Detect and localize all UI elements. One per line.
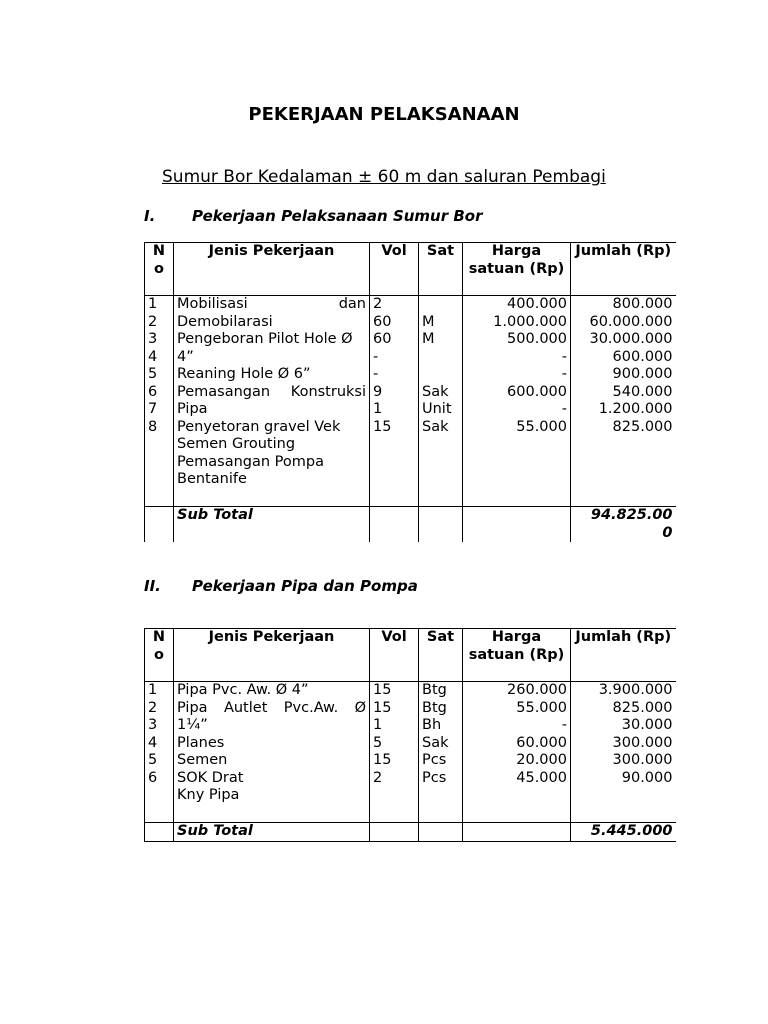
cell-line: Penyetoran gravel Vek xyxy=(177,418,341,435)
cell-line: 900.000 xyxy=(612,366,673,382)
cell-line: 500.000 xyxy=(507,331,567,347)
col-jenis xyxy=(174,682,370,823)
cell-line: Sak xyxy=(422,418,449,435)
cell-line: Planes xyxy=(177,734,225,751)
header-no: N o xyxy=(145,629,174,682)
cell-line: - xyxy=(561,717,567,733)
cell-line: 825.000 xyxy=(612,418,673,435)
col-vol xyxy=(370,296,419,507)
cell-word: Pipa xyxy=(177,699,208,716)
cell-line: 300.000 xyxy=(612,734,673,751)
cell-line: 4” xyxy=(177,348,194,365)
cell-line: 6 xyxy=(148,769,158,786)
col-harga xyxy=(463,682,571,823)
cell-line: Pemasangan Pompa xyxy=(177,453,324,470)
cell-line: 90.000 xyxy=(621,769,673,786)
cell-line: 60.000.000 xyxy=(589,313,673,330)
header-jumlah: Jumlah (Rp) xyxy=(571,243,676,296)
cell-line: 2 xyxy=(373,769,383,786)
cell-line: 1.000.000 xyxy=(493,313,567,330)
cell-line: Pcs xyxy=(422,752,447,768)
cell-line: 1 xyxy=(373,717,383,733)
table-header-row xyxy=(145,629,676,682)
cell-line: 1.200.000 xyxy=(598,401,673,417)
table-pipa-pompa xyxy=(144,628,676,842)
cell-line: Semen Grouting xyxy=(177,436,296,452)
cell-line: Demobilarasi xyxy=(177,313,273,330)
cell-line: Unit xyxy=(422,401,452,417)
cell-line: 15 xyxy=(373,752,392,768)
cell-line xyxy=(422,366,459,384)
cell-word: Pemasangan xyxy=(177,383,271,400)
cell-line: 400.000 xyxy=(507,296,567,312)
page-title: PEKERJAAN PELAKSANAAN xyxy=(248,104,520,125)
header-jumlah: Jumlah (Rp) xyxy=(571,629,676,682)
header-harga: Harga satuan (Rp) xyxy=(463,629,571,682)
header-vol: Vol xyxy=(370,629,419,682)
cell-line: 3 xyxy=(148,717,158,733)
subtotal-row xyxy=(145,507,676,543)
cell-line: 8 xyxy=(148,418,158,435)
cell-line: Sak xyxy=(422,734,449,751)
cell-line: 15 xyxy=(373,699,392,716)
cell-line: 7 xyxy=(148,401,158,417)
cell-line: 20.000 xyxy=(516,752,567,768)
col-jumlah xyxy=(571,682,676,823)
cell-line: 60 xyxy=(373,331,392,347)
cell-line: SOK Drat xyxy=(177,769,244,786)
cell-line: Bh xyxy=(422,717,442,733)
cell-line: 600.000 xyxy=(507,383,567,400)
cell-line: Semen xyxy=(177,752,228,768)
cell-line: 55.000 xyxy=(516,418,567,435)
cell-word: Autlet xyxy=(223,699,268,716)
header-sat: Sat xyxy=(419,243,463,296)
section-2-heading xyxy=(144,577,418,595)
cell-line: 5 xyxy=(148,752,158,768)
cell-line: Btg xyxy=(422,682,447,698)
cell-line: 2 xyxy=(148,313,158,330)
section-1-heading xyxy=(144,207,483,225)
cell-line: 30.000 xyxy=(621,717,673,733)
cell-line: Btg xyxy=(422,699,447,716)
header-sat: Sat xyxy=(419,629,463,682)
cell-line: 6 xyxy=(148,383,158,400)
col-sat xyxy=(419,682,463,823)
cell-line xyxy=(422,349,459,367)
cell-line: 1 xyxy=(148,296,158,312)
cell-line: Sak xyxy=(422,383,449,400)
cell-line: 60 xyxy=(373,313,392,330)
table-body-row xyxy=(145,296,676,507)
subtotal-value: 5.445.000 xyxy=(571,823,676,842)
section-1-title: Pekerjaan Pelaksanaan Sumur Bor xyxy=(192,207,483,225)
cell-line: 4 xyxy=(148,734,158,751)
cell-line: 1¼” xyxy=(177,717,208,733)
cell-line: 60.000 xyxy=(516,734,567,751)
cell-line: Pipa Pvc. Aw. Ø 4” xyxy=(177,682,309,698)
subtotal-label: Sub Total xyxy=(174,507,370,543)
cell-line: Pcs xyxy=(422,769,447,786)
col-harga xyxy=(463,296,571,507)
cell-line: 300.000 xyxy=(612,752,673,768)
col-no xyxy=(145,682,174,823)
cell-line: - xyxy=(561,401,567,417)
col-sat xyxy=(419,296,463,507)
table-header-row xyxy=(145,243,676,296)
cell-line: Pipa xyxy=(177,401,208,417)
subtotal-value-line-1: 94.825.00 xyxy=(590,507,673,523)
cell-line: 45.000 xyxy=(516,769,567,786)
cell-line: 260.000 xyxy=(507,682,567,698)
table-body-row xyxy=(145,682,676,823)
cell-word: Konstruksi xyxy=(290,383,366,400)
cell-line: - xyxy=(373,348,379,365)
cell-line: 15 xyxy=(373,418,392,435)
cell-line: 30.000.000 xyxy=(589,331,673,347)
cell-word: Ø xyxy=(354,699,366,716)
cell-line: 600.000 xyxy=(612,348,673,365)
header-no: N o xyxy=(145,243,174,296)
cell-word: dan xyxy=(338,296,366,312)
cell-line xyxy=(177,296,366,314)
cell-line: 540.000 xyxy=(612,383,673,400)
header-harga: Harga satuan (Rp) xyxy=(463,243,571,296)
cell-line xyxy=(422,296,459,314)
col-jenis xyxy=(174,296,370,507)
subtotal-value xyxy=(571,507,676,543)
page-subtitle: Sumur Bor Kedalaman ± 60 m dan saluran Pembagi xyxy=(162,167,606,187)
cell-line: Bentanife xyxy=(177,471,247,487)
cell-line: 800.000 xyxy=(612,296,673,312)
cell-line: M xyxy=(422,331,435,347)
cell-line: Kny Pipa xyxy=(177,787,240,803)
col-no xyxy=(145,296,174,507)
subtotal-value-line-2: 0 xyxy=(662,524,673,541)
subtotal-row xyxy=(145,823,676,842)
cell-line: 2 xyxy=(373,296,383,312)
header-jenis: Jenis Pekerjaan xyxy=(174,243,370,296)
cell-line: 3.900.000 xyxy=(598,682,673,698)
cell-line: 9 xyxy=(373,383,383,400)
table-sumur-bor xyxy=(144,242,676,542)
cell-line: 15 xyxy=(373,682,392,698)
cell-word: Pvc.Aw. xyxy=(283,699,339,716)
cell-line: Pengeboran Pilot Hole Ø xyxy=(177,331,353,347)
cell-line: 4 xyxy=(148,348,158,365)
section-2-title: Pekerjaan Pipa dan Pompa xyxy=(192,577,418,595)
cell-line xyxy=(177,384,366,402)
cell-line: - xyxy=(561,366,567,382)
section-2-number: II. xyxy=(144,577,161,595)
cell-line xyxy=(177,700,366,718)
section-1-number: I. xyxy=(144,207,156,225)
cell-line: - xyxy=(373,366,379,382)
cell-line: 5 xyxy=(373,734,383,751)
cell-line: 1 xyxy=(148,682,158,698)
cell-line: M xyxy=(422,313,435,330)
header-jenis: Jenis Pekerjaan xyxy=(174,629,370,682)
col-vol xyxy=(370,682,419,823)
cell-line: 5 xyxy=(148,366,158,382)
cell-word: Mobilisasi xyxy=(177,296,248,312)
cell-line: 55.000 xyxy=(516,699,567,716)
cell-line: 2 xyxy=(148,699,158,716)
col-jumlah xyxy=(571,296,676,507)
cell-line: 825.000 xyxy=(612,699,673,716)
cell-line: 1 xyxy=(373,401,383,417)
cell-line: 3 xyxy=(148,331,158,347)
cell-line: - xyxy=(561,348,567,365)
subtotal-label: Sub Total xyxy=(174,823,370,842)
cell-line: Reaning Hole Ø 6” xyxy=(177,366,311,382)
header-vol: Vol xyxy=(370,243,419,296)
